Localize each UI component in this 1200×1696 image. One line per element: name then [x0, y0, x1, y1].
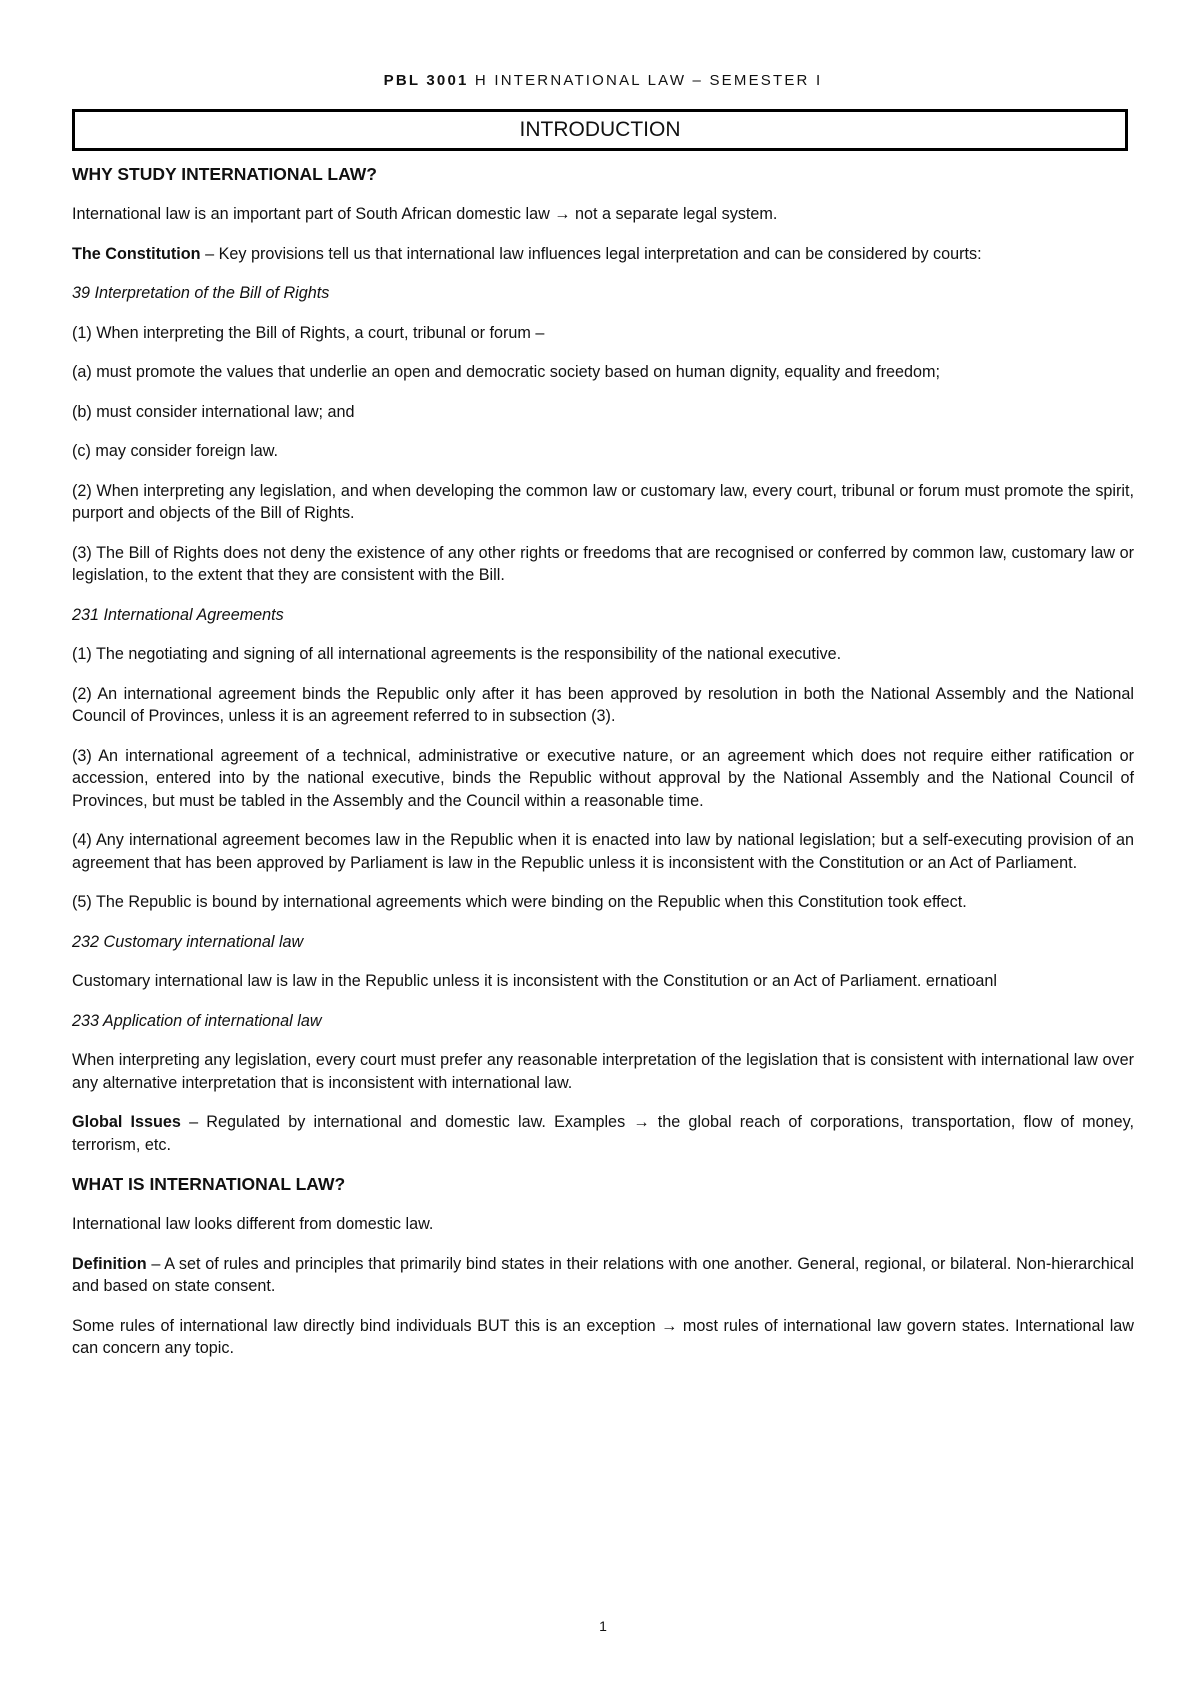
page-header: [72, 72, 1134, 89]
section-231-5: (5) The Republic is bound by international agreements which were binding on the Republic when this Constitution took effect.: [72, 893, 967, 911]
section-231-4: (4) Any international agreement becomes law in the Republic when it is enacted into law by national legislation; but a self-executing provision of an agreement that has been approved by Parliament is law in the Republic unless it is inconsistent with the Constitution or an Act of Parliament.: [72, 831, 1134, 872]
section-39-1b: (b) must consider international law; and: [72, 402, 355, 421]
section-39-title: 39 Interpretation of the Bill of Rights: [72, 284, 330, 302]
section-39-1a: (a) must promote the values that underlie an open and democratic society based on human dignity, equality and freedom;: [72, 363, 941, 381]
section-231-3: (3) An international agreement of a technical, administrative or executive nature, or an agreement which does not require either ratification or accession, entered into by the national executive, binds the Republic without approval by the National Assembly and the National Council of Provinces, but must be tabled in the Assembly and the Council within a reasonable time.: [72, 746, 1134, 810]
section-232-title: 232 Customary international law: [72, 932, 304, 951]
section-233-title: 233 Application of international law: [72, 1011, 322, 1030]
definition-label: Definition: [72, 1254, 147, 1273]
document-page: [72, 0, 1134, 1696]
introduction-box: [72, 109, 1128, 151]
global-issues-paragraph: [72, 1111, 1134, 1156]
constitution-paragraph: [72, 243, 1134, 266]
section-233-text: When interpreting any legislation, every court must prefer any reasonable interpretation of the legislation that is consistent with international law over any alternative interpretation that is inconsistent with international law.: [72, 1051, 1134, 1092]
section-39-1c: (c) may consider foreign law.: [72, 442, 279, 460]
why-paragraph: International law is an important part of South African domestic law → not a separate legal system.: [72, 205, 778, 223]
section-231-1: (1) The negotiating and signing of all international agreements is the responsibility of the national executive.: [72, 645, 842, 663]
header-title: H INTERNATIONAL LAW – SEMESTER I: [474, 72, 823, 89]
definition-text: – A set of rules and principles that primarily bind states in their relations with one another. General, regional, or bilateral. Non-hierarchical and based on state consent.: [72, 1254, 1134, 1295]
section-39-3: (3) The Bill of Rights does not deny the existence of any other rights or freedoms that are recognised or conferred by common law, customary law or legislation, to the extent that they are consistent with the Bill.: [72, 543, 1134, 584]
definition-paragraph: [72, 1253, 1134, 1298]
section-231-2: (2) An international agreement binds the Republic only after it has been approved by resolution in both the National Assembly and the National Council of Provinces, unless it is an agreement referred to in subsection (3).: [72, 684, 1134, 725]
section-39-2: (2) When interpreting any legislation, and when developing the common law or customary law, every court, tribunal or forum must promote the spirit, purport and objects of the Bill of Rights.: [72, 481, 1134, 522]
page-footer: [72, 1618, 1134, 1634]
section-231-title: 231 International Agreements: [72, 605, 284, 624]
why-heading: WHY STUDY INTERNATIONAL LAW?: [72, 164, 377, 184]
course-code: PBL 3001: [383, 72, 469, 89]
page-number: 1: [599, 1618, 607, 1634]
section-232-text: Customary international law is law in the Republic unless it is inconsistent with the Constitution or an Act of Parliament. ernatioanl: [72, 972, 997, 990]
what-paragraph-1: International law looks different from domestic law.: [72, 1215, 434, 1233]
introduction-title: INTRODUCTION: [519, 118, 681, 141]
document-body: [72, 163, 1134, 1377]
constitution-text: – Key provisions tell us that international law influences legal interpretation and can be considered by courts:: [200, 244, 982, 263]
section-39-1: (1) When interpreting the Bill of Rights, a court, tribunal or forum –: [72, 323, 545, 342]
global-issues-label: Global Issues: [72, 1113, 181, 1131]
constitution-label: The Constitution: [72, 244, 201, 263]
global-issues-text: – Regulated by international and domestic law. Examples → the global reach of corporations, transportation, flow of money, terrorism, etc.: [72, 1113, 1134, 1154]
what-heading: WHAT IS INTERNATIONAL LAW?: [72, 1174, 346, 1194]
what-paragraph-2: Some rules of international law directly bind individuals BUT this is an exception → most rules of international law govern states. International law can concern any topic.: [72, 1316, 1134, 1357]
